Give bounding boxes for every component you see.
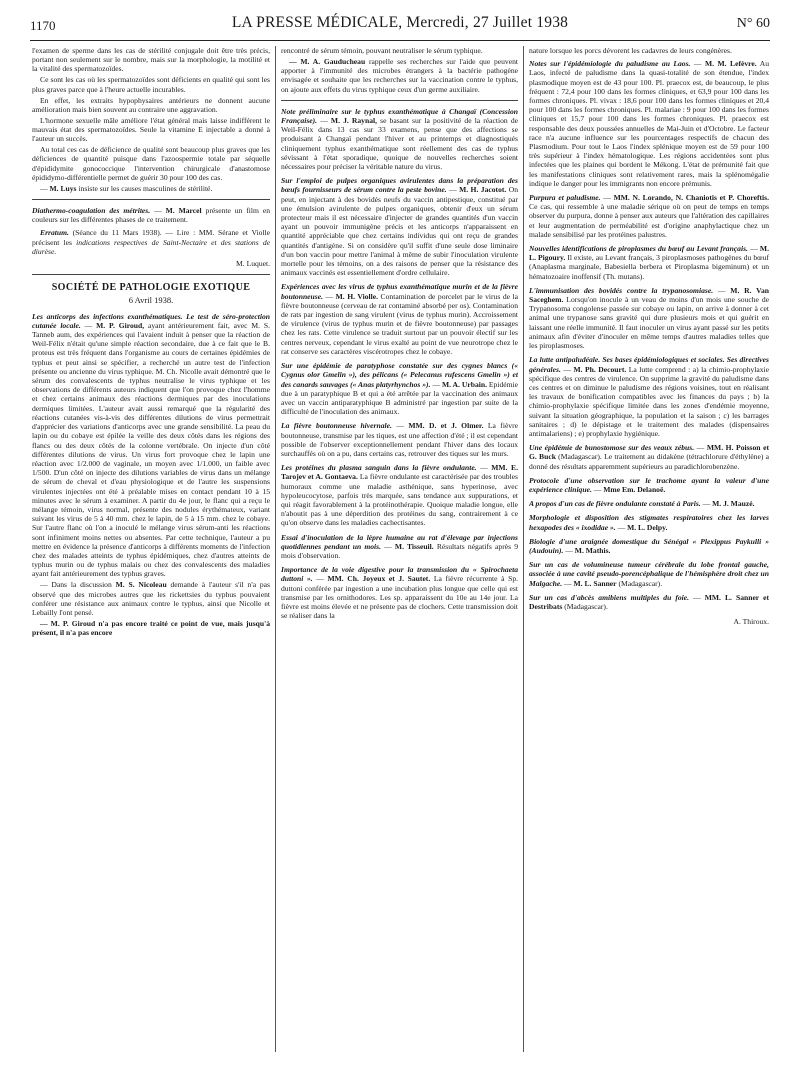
signature: A. Thiroux.	[733, 617, 769, 627]
article-title: Note préliminaire sur le typhus exanthématique à Changaï (Concession Française).	[281, 106, 518, 126]
article: La lutte antipaludéale. Ses bases épidémiologiques et sociales. Ses directives générales. — M. Ph. Decourt. La lutte comprend : a) la chimio-prophylaxie spécifique des centres de virulence. On supprime la gravité du paludisme dans ces centres et on diminue le paludisme des régions voisines, tout en réalisant les travaux de bonification compatibles avec les finances du pays ; b) la chimio-prophylaxie spécifique limitée dans les zones d'endémie moyenne, suivant la situation géographique, la population et la saison ; c) les barrages sanitaires ; d) le dépistage et le traitement des malades (dispensaires antimalariens) ; e) prophylaxie hygiénique.	[529, 355, 769, 438]
author-name: M. S. Nicoleau	[115, 580, 167, 590]
article: Une épidémie de bunostomose sur des veaux zébus. — MM. H. Poisson et G. Buck (Madagascar). Le traitement au didakène (tétrachlorure d'éthylène) a donné des résultats apparemment supérieurs au paradichlorobenzène.	[529, 443, 769, 471]
author-name: M. P. Giroud,	[96, 320, 145, 330]
article: Sur l'emploi de pulpes organiques avirulentes dans la préparation des bœufs fournisseurs de sérum contre la peste bovine. — M. H. Jacotot. On peut, en injectant à des bovidés neufs du vaccin antipestique, constitué par une émulsion avirulente de pulpes organiques, obtenir d'eux un sérum protecteur mais il est nécessaire d'injecter de grandes quantités d'un vaccin ayant un pouvoir immunigène précis et les anticorps n'apparaissent en quantité appréciable que chez certains individus qui ont reçu de grandes quantités d'antigène. Si on considère qu'il suffit d'une seule dose liminaire d'un bon vaccin pour mettre l'animal à même de subir l'inoculation virulente mortelle pour les témoins, on a des raisons de penser que la résistance des animaux vaccinés est essentiellement d'ordre cellulaire.	[281, 176, 518, 278]
erratum: Erratum. (Séance du 11 Mars 1938). — Lire : MM. Sérane et Violle précisent les indications respectives de Saint-Nectaire et des stations de diurèse.	[32, 228, 270, 256]
author-name: M. L. Pigoury.	[529, 244, 769, 263]
author-name: M. Marcel	[165, 206, 202, 216]
article-title: Sur un cas d'abcès amibiens multiples du foie.	[529, 592, 690, 602]
article: Les anticorps des infections exanthématiques. Le test de séro-protection cutanée locale. — M. P. Giroud, ayant antérieurement fait, avec M. S. Tanneb aum, des expériences qui l'avaient induit à penser que la réaction de Weil-Félix n'était qu'une simple réaction secondaire, due à ce fait que le B. proteus est très fréquent dans l'organisme au cours de certaines épidémies de typhus et peut ainsi se spécifier, a recherché un autre test de l'infection présente ou ancienne du virus typhique. M. Ch. Nicolle avait démontré que le sérum des convalescents de typhus neutralise le virus typhique et les observations de différents auteurs indiquent que l'on provoque chez l'homme et chez certains animaux des réactions dermiques par des inoculations dermiques limitées. L'auteur avait aussi remarqué que la régularité des réactions cutanées vis-à-vis des différentes dilutions de virus permettrait d'apprécier des variations d'anticorps avec une grande sensibilité. La peau du lapin ou du cobaye est épilée la veille des deux côtés dans les régions des flancs ou des deux côtés de la colonne vertébrale. On injecte d'un côté différentes dilutions de virus. Un virus fort provoque chez le lapin une réaction avec 1/2.000 de vaginale, un moyen avec 1/1.000, un faible avec 1/500. D'un côté on injecte des dilutions variables de virus dans un mélange de sérum de cheval et d'eau physiologique et de l'autre les suspensions virulentes injectées ont été à préalable mises en contact pendant 10 à 15 minutes avec le sérum à examiner. A partir du 4e jour, le flanc qui a reçu le mélange témoin, virus normal, présente des nodules érythémateux, variant suivant les virus de 5 à 40 mm. chez le lapin, de 5 à 15 mm. chez le cobaye. Sur l'autre flanc où l'on a inoculé le mélange virus sérum-anti les réactions sont infiniment moins nettes ou absentes. Par cette technique, l'auteur a pu mettre en évidence la présence d'anticorps à différents moments de l'infection chez des malades atteints de typhus épidémiques, chez d'autres atteints de typhus murin ou de typhus malais ou chez des convalescents des maladies ayant fait antérieurement des typhus graves.	[32, 311, 270, 579]
author-name: Mme Em. Delanoë.	[603, 484, 666, 494]
author-name: M. Ph. Decourt.	[573, 364, 627, 374]
article-title: La fièvre boutonneuse hivernale.	[281, 421, 392, 431]
paragraph: nature lorsque les porcs dévorent les cadavres de leurs congénères.	[529, 46, 732, 55]
paragraph: Ce sont les cas où les spermatozoïdes sont déficients en qualité qui sont les plus graves parce que à l'heure actuelle incurables.	[32, 75, 270, 94]
author-name: — M. P. Giroud	[40, 618, 96, 628]
paragraph: — Dans la discussion M. S. Nicoleau demande à l'auteur s'il n'a pas observé que des microbes autres que les rickettsies du typhus pouvaient conférer une résistance aux animaux contre le typhus, ainsi que Nicolle et Lebailly l'ont pensé.	[32, 580, 270, 617]
article-title: Notes sur l'épidémiologie du paludisme au Laos.	[529, 59, 691, 69]
article: Expériences avec les virus de typhus exanthématique murin et de la fièvre boutonneuse. — M. H. Violle. Contamination de porcelet par le virus de la fièvre boutonneuse (cerveau de rat contaminé absorbé per os). Contamination de rats par ingestion de sang virulent (virus de typhus murin). Accroissement de virulence (virus de typhus murin et de fièvre boutonneuse) par passages chez les rats. Cette virulence se traduit surtout par un pouvoir électif sur les centres nerveux, cependant le virus exalté au point de vue neurotrope chez le rat conserve ses caractères viscérotropes chez le cobaye.	[281, 282, 518, 356]
column-middle	[281, 46, 518, 1052]
header-rule	[30, 40, 770, 41]
author-name: M. Luys	[49, 183, 77, 193]
article-title: Morphologie et disposition des stigmates respiratoires chez les larves hexapodes des « ixodidae ».	[529, 513, 769, 532]
page-header	[30, 14, 770, 40]
article: Morphologie et disposition des stigmates respiratoires chez les larves hexapodes des « ixodidae ». — M. L. Delpy.	[529, 513, 769, 532]
journal-title: LA PRESSE MÉDICALE,	[231, 14, 403, 31]
column-divider	[275, 46, 276, 1052]
section-title: SOCIÉTÉ DE PATHOLOGIE EXOTIQUE	[51, 282, 251, 294]
article-title: Nouvelles identifications de piroplasmes du bœuf au Levant français.	[529, 244, 748, 254]
author-name: M. Mathis.	[574, 545, 611, 555]
author-name: M. J. Raynal,	[330, 116, 377, 126]
article: Note préliminaire sur le typhus exanthématique à Changaï (Concession Française). — M. J. Raynal, se basant sur la positivité de la réaction de Weil-Félix dans 13 cas sur 33 examens, pense que des affections se produisant à Changaï pendant l'hiver et au printemps et diagnostiqués cliniquement typhus exanthématique sont réellement des cas de typhus sévissant à l'état sporadique, quoique de nouvelles recherches soient nécessaires pour préciser la véritable nature du virus.	[281, 106, 518, 172]
article-title: Purpura et paludisme.	[529, 193, 601, 203]
article-title: A propos d'un cas de fièvre ondulante constaté à Paris.	[529, 499, 701, 509]
author-name: — M. A. Gauducheau	[289, 57, 366, 66]
author-name: M. H. Violle.	[335, 291, 379, 301]
signature: M. Luquet.	[236, 259, 270, 269]
column-left	[32, 46, 270, 1052]
paragraph: Au total ces cas de déficience de qualité sont beaucoup plus graves que les déficiences de quantité puisque dans l'azoospermie totale par séquelle d'épididymite gonococcique l'intervention chirurgicale d'anastomose épididymo-différentielle permet de guérir 30 pour 100 des cas.	[32, 145, 270, 182]
article-title: Sur un cas de volumineuse tumeur cérébrale du lobe frontal gauche, associée à une cavité pseudo-porencéphalique de l'hémisphère droit chez un Malgache.	[529, 560, 769, 588]
article-title: Essai d'inoculation de la lèpre humaine au rat d'élevage par injections quotidiennes pendant un mois.	[281, 532, 518, 551]
article-title: Sur l'emploi de pulpes organiques avirulentes dans la préparation des bœufs fournisseurs de sérum contre la peste bovine.	[281, 176, 518, 195]
paragraph: rencontré de sérum témoin, pouvant neutraliser le sérum typhique.	[281, 46, 483, 55]
author-name: MM. E. Tarojev et A. Gontaeva.	[281, 463, 518, 482]
author-name: M. M. Lefèvre.	[704, 59, 757, 69]
article: Sur une épidémie de paratyphose constatée sur des cygnes blancs (« Cygnus olor Gmelin »), des pélicans (« Pelecanus rufescens Gmelin ») et des canards sauvages (« Anas platyrhynchos »). — M. A. Urbain. Epidémie due à un paratyphique B et qui a été arrêtée par la vaccination des animaux avec un vaccin antiparatyphique B administré par ingestion par suite de la difficulté de l'inoculation des animaux.	[281, 361, 518, 417]
article-title: Diathermo-coagulation des métrites.	[32, 206, 151, 216]
issue-number: N° 60	[736, 16, 770, 31]
author-name: M. H. Jacotot.	[459, 185, 507, 195]
paragraph: l'examen de sperme dans les cas de stérilité conjugale doit être très précis, portant non seulement sur le nombre, mais sur la morphologie, la motilité et la vitalité des spermatozoïdes.	[32, 46, 270, 74]
author-name: MM. H. Poisson et G. Buck	[529, 443, 769, 462]
article-title: Biologie d'une araignée domestique du Sénégal « Plexippus Paykulli » (Audouin).	[529, 536, 769, 555]
author-name: MM. Ch. Joyeux et J. Sautet.	[327, 574, 431, 584]
paragraph: — M. P. Giroud n'a pas encore traité ce point de vue, mais jusqu'à présent, il n'a pas encore	[32, 618, 270, 638]
article-title: Expériences avec les virus de typhus exanthématique murin et de la fièvre boutonneuse.	[281, 282, 518, 301]
article: Diathermo-coagulation des métrites. — M. Marcel présente un film en couleurs sur les différentes phases de ce traitement.	[32, 206, 270, 225]
article-title: Importance de la voie digestive pour la transmission du « Spirochaeta duttoni ».	[281, 565, 518, 584]
paragraph: — M. Luys insiste sur les causes masculines de stérilité.	[40, 183, 213, 193]
article: Nouvelles identifications de piroplasmes du bœuf au Levant français. — M. L. Pigoury. Il existe, au Levant français, 3 piroplasmoses pathogènes du bœuf (Anaplasma marginale, Babesiella berbera et Piroplasma bigeminum) et un hématozoaire inoffensif (Th. mutans).	[529, 244, 769, 281]
author-name: M. L. Sanner	[573, 578, 617, 588]
section-date: 6 Avril 1938.	[128, 295, 174, 306]
separator	[281, 100, 518, 101]
author-name: M. Tisseuil.	[394, 541, 434, 551]
article: Sur un cas de volumineuse tumeur cérébrale du lobe frontal gauche, associée à une cavité pseudo-porencéphalique de l'hémisphère droit chez un Malgache. — M. L. Sanner (Madagascar).	[529, 560, 769, 588]
article-title: L'immunisation des bovidés contre la trypanosomiase.	[529, 285, 714, 295]
paragraph: — M. A. Gauducheau rappelle ses recherches sur l'aide que peuvent apporter à l'immunité des microbes étrangers à la bactérie pathogène envisagée et souhaite que les recherches sur la vaccination contre le typhus, on ajoute aux effets du virus typhique ceux d'un germe auxiliaire.	[281, 57, 518, 94]
paragraph: L'hormone sexuelle mâle améliore l'état général mais laisse indifférent le mauvais état des spermatozoïdes. Seule la vitamine E injectable a donné à l'auteur un succès.	[32, 115, 270, 144]
article: Purpura et paludisme. — MM. N. Lorando, N. Chaniotis et P. Choreftis. Ce cas, qui ressemble à une maladie sérique où on peut de temps en temps observer du purpura, donne à penser aux auteurs que l'altération des capillaires et leur augmentation de perméabilité est d'origine anaphylactique chez un malade sensibilisé par les protéines palustres.	[529, 193, 769, 239]
author-name: MM. D. et J. Olmer.	[408, 421, 484, 431]
author-name: M. J. Mauzé.	[712, 499, 755, 509]
article-title: Une épidémie de bunostomose sur des veaux zébus.	[529, 443, 695, 453]
author-name: MM. N. Lorando, N. Chaniotis et P. Choreftis.	[613, 193, 769, 203]
separator	[32, 274, 270, 275]
article-title: Protocole d'une observation sur le trachome ayant la valeur d'une expérience clinique.	[529, 475, 769, 494]
article-title: Les anticorps des infections exanthématiques. Le test de séro-protection cutanée locale.	[32, 311, 270, 330]
article-title: Sur une épidémie de paratyphose constatée sur des cygnes blancs (« Cygnus olor Gmelin »), des pélicans (« Pelecanus rufescens Gmelin ») et des canards sauvages (« Anas platyrhynchos »).	[281, 361, 518, 389]
paragraph: En effet, les extraits hypophysaires antérieurs ne donnent aucune amélioration mais bien souvent au contraire une aggravation.	[32, 95, 270, 114]
article: Sur un cas d'abcès amibiens multiples du foie. — MM. L. Sanner et Destribats (Madagascar).	[529, 592, 769, 611]
article: A propos d'un cas de fièvre ondulante constaté à Paris. — M. J. Mauzé.	[529, 499, 755, 509]
column-right	[529, 46, 769, 1052]
article-title: La lutte antipaludéale. Ses bases épidémiologiques et sociales. Ses directives générales.	[529, 355, 769, 374]
column-divider	[523, 46, 524, 1052]
article: La fièvre boutonneuse hivernale. — MM. D. et J. Olmer. La fièvre boutonneuse, transmise par les tiques, est une affection d'été ; il est cependant possible de l'observer exceptionnellement pendant l'hiver dans des locaux surchauffés où on a pu, dans certains cas, retrouver des tiques sur les murs.	[281, 421, 518, 458]
article: Biologie d'une araignée domestique du Sénégal « Plexippus Paykulli » (Audouin). — M. Mathis.	[529, 536, 769, 555]
article: L'immunisation des bovidés contre la trypanosomiase. — M. R. Van Saceghem. Lorsqu'on inocule à un veau de moins d'un mois une souche de Trypanosoma congolense passée sur cobaye ou lapin, on arrive à donner à cet animal une trypanose sans gravité qui dure plusieurs mois et qui guérit en laissant une réelle immunité. Il faut inoculer un virus ayant passé sur les petits animaux afin d'éviter d'inoculer en même temps d'autres maladies telles que les piroplasmoses.	[529, 285, 769, 351]
article-title: Les protéines du plasma sanguin dans la fièvre ondulante.	[281, 463, 477, 473]
author-name: M. A. Urbain.	[441, 379, 487, 389]
article: Essai d'inoculation de la lèpre humaine au rat d'élevage par injections quotidiennes pendant un mois. — M. Tisseuil. Résultats négatifs après 9 mois d'observation.	[281, 532, 518, 560]
author-name: M. R. Van Saceghem.	[529, 285, 769, 305]
article: Importance de la voie digestive pour la transmission du « Spirochaeta duttoni ». — MM. Ch. Joyeux et J. Sautet. La fièvre récurrente à Sp. duttoni conférée par ingestion a une incubation plus longue que celle qui est transmise par les ornithodores. Les sp. apparaissent du 10e au 14e jour. La fièvre est moins élevée et ne présente pas de clochers. Cette transmission doit se réaliser dans la	[281, 565, 518, 621]
article: Notes sur l'épidémiologie du paludisme au Laos. — M. M. Lefèvre. Au Laos, infecté de paludisme dans la quasi-totalité de son étendue, l'index plasmodique moyen est de 43 pour 100. Pl. praecox est, de beaucoup, le plus fréquent : 72,4 pour 100 dans les formes cliniques, et 63,9 pour 100 dans les formes chroniques. Pl. vivax : 18,6 pour 100 dans les formes cliniques et 20,4 pour 100 dans les formes chroniques. Pl. malariae : 9 pour 100 dans les formes cliniques et 15,7 pour 100 dans les formes chroniques. Pl. praecox est responsable des deux poussées annuelles de Mai-Juin et d'Octobre. Le facteur race n'a aucune influence sur les pourcentages respectifs de chacun des Plasmodium. Pour tout le Laos l'index splénique moyen est de 59 pour 100 très supérieur à l'index hématologique. Les régions accidentées sont plus infectées que les plaines qui bordent le Mékong. L'état de prémunité fait que les manifestations cliniques sont relativement rares, mais la splénomégalie indique le danger pour les immigrants non encore prémunis.	[529, 59, 769, 188]
article: Protocole d'une observation sur le trachome ayant la valeur d'une expérience clinique. — Mme Em. Delanoë.	[529, 475, 769, 494]
journal-masthead	[30, 14, 770, 32]
separator	[32, 199, 270, 200]
article: Les protéines du plasma sanguin dans la fièvre ondulante. — MM. E. Tarojev et A. Gontaeva. La fièvre ondulante est caractérisée par des troubles humoraux comme une maladie asthénique, sans hyperinose, avec hypoleucocytose, parfois très marquée, sans tendance aux suppurations, et qui réagit favorablement à la protéinothérapie. Quoique maladie longue, elle n'aboutit pas à une déperdition des protéines du sang, contrairement à ce qu'on observe dans les maladies cachectisantes.	[281, 463, 518, 528]
author-name: M. L. Delpy.	[627, 522, 668, 532]
author-name: MM. L. Sanner et Destribats	[529, 592, 769, 611]
page-number: 1170	[30, 18, 56, 33]
issue-date: Mercredi, 27 Juillet 1938	[406, 14, 569, 31]
